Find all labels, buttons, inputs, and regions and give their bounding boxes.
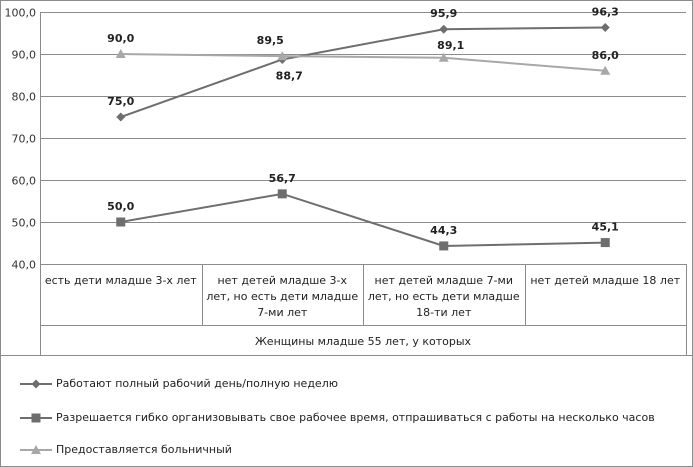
y-tick-label: 50,0 <box>11 216 36 230</box>
legend-swatch <box>20 412 52 424</box>
data-label: 75,0 <box>107 95 135 108</box>
legend-label: Работают полный рабочий день/полную неделю <box>56 377 338 390</box>
category-label: 7-ми лет <box>257 306 308 319</box>
data-label: 95,9 <box>430 7 458 21</box>
data-point <box>601 23 610 32</box>
y-tick-label: 60,0 <box>11 174 36 188</box>
data-label: 86,0 <box>591 48 619 62</box>
data-label: 89,5 <box>256 34 284 48</box>
category-label: нет детей младше 18 лет <box>530 274 681 287</box>
series-line <box>121 54 606 71</box>
data-point <box>439 25 448 34</box>
legend-label: Разрешается гибко организовывать свое рабочее время, отпрашиваться с работы на несколько часов <box>56 411 655 424</box>
series-line <box>121 28 606 117</box>
legend-swatch <box>20 444 52 456</box>
data-label: 56,7 <box>268 171 296 185</box>
data-point <box>116 113 125 122</box>
data-label: 88,7 <box>275 69 303 83</box>
category-label: 18-ти лет <box>416 306 472 319</box>
x-axis-title: Женщины младше 55 лет, у которых <box>254 335 472 348</box>
series-line <box>121 194 606 246</box>
category-label: лет, но есть дети младше <box>367 290 520 303</box>
y-tick-label: 90,0 <box>11 48 36 62</box>
y-tick-label: 100,0 <box>4 6 36 20</box>
y-tick-label: 40,0 <box>11 258 36 272</box>
legend-item <box>20 443 232 456</box>
y-tick-label: 70,0 <box>11 132 36 146</box>
data-point <box>601 238 610 247</box>
legend-item <box>20 377 338 390</box>
data-label: 44,3 <box>430 223 458 237</box>
y-tick-label: 80,0 <box>11 90 36 104</box>
data-label: 89,1 <box>437 38 465 52</box>
data-label: 45,1 <box>591 220 619 234</box>
category-label: нет детей младше 3-х <box>217 274 348 287</box>
data-point <box>439 241 448 250</box>
legend-label: Предоставляется больничный <box>56 443 232 456</box>
category-label: лет, но есть дети младше <box>206 290 359 303</box>
data-point <box>278 189 287 198</box>
legend-item <box>20 411 655 424</box>
category-label: есть дети младше 3-х лет <box>44 274 197 287</box>
data-point <box>116 218 125 227</box>
data-label: 90,0 <box>107 32 135 45</box>
data-label: 96,3 <box>591 5 619 19</box>
category-label: нет детей младше 7-ми <box>374 274 513 287</box>
data-label: 50,0 <box>107 200 135 213</box>
legend-swatch <box>20 378 52 390</box>
